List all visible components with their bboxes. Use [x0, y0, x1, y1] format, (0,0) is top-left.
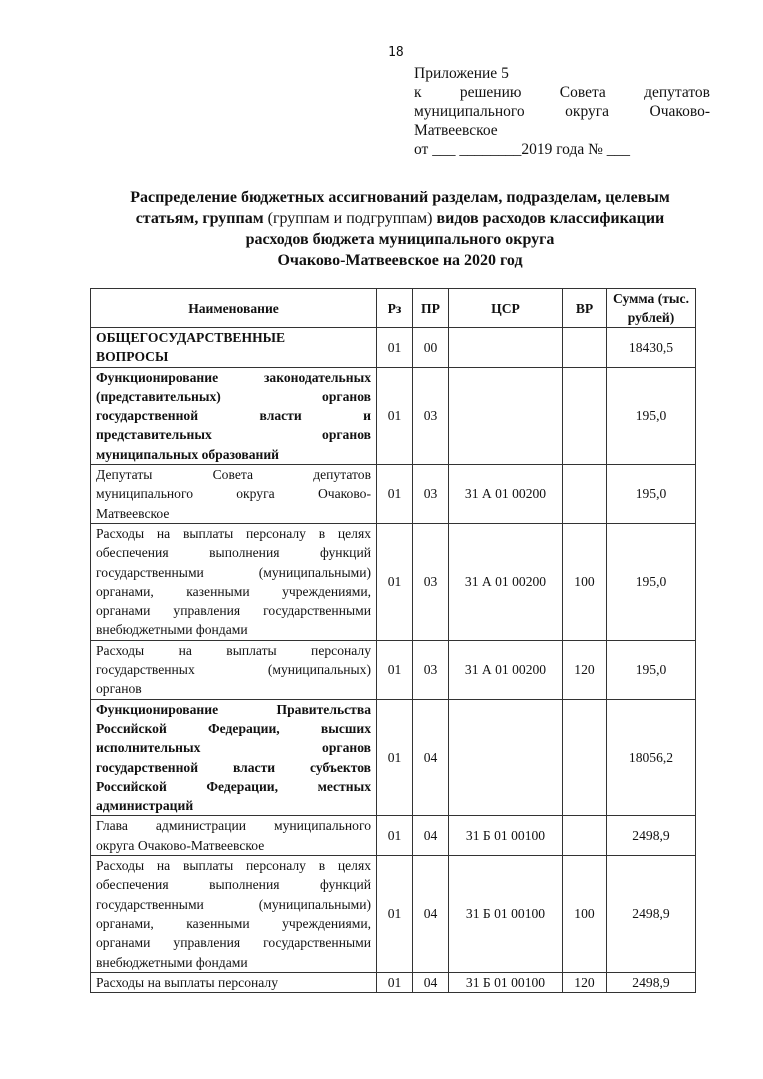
row-vr: 120: [563, 972, 607, 992]
row-name-line: (представительных) органов: [96, 388, 371, 404]
row-name: [91, 816, 377, 856]
row-vr: [563, 367, 607, 464]
table-header-row: [91, 289, 696, 328]
row-name-line: обеспечения выполнения функций: [96, 877, 371, 893]
row-name-line: округа Очаково-Матвеевское: [96, 837, 265, 853]
row-vr: [563, 465, 607, 524]
row-name-line: Депутаты Совета депутатов: [96, 467, 371, 483]
row-name-line: государственных (муниципальных): [96, 662, 371, 678]
title-part: статьям, группам: [135, 210, 264, 227]
row-csr: 31 Б 01 00100: [449, 972, 563, 992]
row-pr: 03: [413, 465, 449, 524]
row-name: [91, 856, 377, 973]
header-vr: ВР: [563, 289, 607, 328]
appendix-line: муниципального округа Очаково-: [414, 103, 710, 120]
row-vr: 100: [563, 856, 607, 973]
row-sum: 195,0: [607, 523, 696, 640]
table-row: [91, 972, 696, 992]
row-rz: 01: [377, 465, 413, 524]
row-name: [91, 367, 377, 464]
row-vr: [563, 816, 607, 856]
row-name-line: Расходы на выплаты персоналу: [96, 974, 278, 990]
title-part: видов расходов классификации: [436, 210, 665, 227]
row-name-line: Глава администрации муниципального: [96, 818, 371, 834]
row-sum: 195,0: [607, 465, 696, 524]
row-name-line: органами управления государственными: [96, 935, 371, 951]
row-pr: 03: [413, 640, 449, 699]
row-name-line: Функционирование Правительства: [96, 701, 371, 717]
row-csr: 31 Б 01 00100: [449, 856, 563, 973]
row-name-line: органами, казенными учреждениями,: [96, 583, 371, 599]
row-name-line: органов: [96, 681, 142, 697]
row-csr: [449, 328, 563, 368]
header-sum: Сумма (тыс. рублей): [607, 289, 696, 328]
row-name-line: Матвеевское: [96, 505, 170, 521]
row-name-line: представительных органов: [96, 427, 371, 443]
table-row: [91, 856, 696, 973]
row-csr: 31 Б 01 00100: [449, 816, 563, 856]
row-vr: 100: [563, 523, 607, 640]
row-name-line: ОБЩЕГОСУДАРСТВЕННЫЕ: [96, 330, 286, 345]
row-csr: 31 А 01 00200: [449, 523, 563, 640]
row-name: [91, 465, 377, 524]
row-csr: [449, 367, 563, 464]
table-row: [91, 328, 696, 368]
row-name-line: Расходы на выплаты персоналу в целях: [96, 525, 371, 541]
row-name-line: Функционирование законодательных: [96, 369, 371, 385]
row-name-line: муниципальных образований: [96, 446, 280, 462]
title-part-normal: (группам и подгруппам): [263, 210, 437, 227]
row-rz: 01: [377, 328, 413, 368]
header-name: Наименование: [91, 289, 377, 328]
header-rz: Рз: [377, 289, 413, 328]
row-name: [91, 640, 377, 699]
header-pr: ПР: [413, 289, 449, 328]
row-pr: 04: [413, 816, 449, 856]
row-name-line: исполнительных органов: [96, 740, 371, 756]
row-rz: 01: [377, 367, 413, 464]
budget-table: [90, 288, 696, 993]
row-csr: [449, 699, 563, 816]
row-name-line: Расходы на выплаты персоналу: [96, 642, 371, 658]
row-sum: 195,0: [607, 640, 696, 699]
table-row: [91, 465, 696, 524]
row-name-line: органами, казенными учреждениями,: [96, 915, 371, 931]
row-pr: 03: [413, 523, 449, 640]
row-name-line: Российской Федерации, высших: [96, 720, 371, 736]
row-name: [91, 972, 377, 992]
appendix-line: к решению Совета депутатов: [414, 84, 710, 101]
row-name-line: государственными (муниципальными): [96, 564, 371, 580]
row-name: [91, 699, 377, 816]
row-name: [91, 523, 377, 640]
row-pr: 04: [413, 972, 449, 992]
row-vr: [563, 328, 607, 368]
row-sum: 2498,9: [607, 972, 696, 992]
table-row: [91, 640, 696, 699]
title-line: расходов бюджета муниципального округа: [245, 231, 555, 248]
row-csr: 31 А 01 00200: [449, 640, 563, 699]
table-row: [91, 699, 696, 816]
row-pr: 04: [413, 856, 449, 973]
row-pr: 03: [413, 367, 449, 464]
row-rz: 01: [377, 972, 413, 992]
row-name: [91, 328, 377, 368]
row-rz: 01: [377, 816, 413, 856]
row-name-line: органами управления государственными: [96, 603, 371, 619]
row-name-line: внебюджетными фондами: [96, 622, 248, 638]
row-sum: 18430,5: [607, 328, 696, 368]
page-number: 18: [388, 45, 404, 60]
row-name-line: государственной власти субъектов: [96, 759, 371, 775]
row-name-line: Российской Федерации, местных: [96, 778, 371, 794]
row-rz: 01: [377, 856, 413, 973]
row-name-line: администраций: [96, 798, 194, 814]
row-rz: 01: [377, 699, 413, 816]
table-row: [91, 367, 696, 464]
row-name-line: Расходы на выплаты персоналу в целях: [96, 858, 371, 874]
row-sum: 18056,2: [607, 699, 696, 816]
header-csr: ЦСР: [449, 289, 563, 328]
row-name-line: государственной власти и: [96, 408, 371, 424]
row-name-line: обеспечения выполнения функций: [96, 545, 371, 561]
row-sum: 2498,9: [607, 816, 696, 856]
row-pr: 04: [413, 699, 449, 816]
title-line: [90, 208, 710, 229]
row-csr: 31 А 01 00200: [449, 465, 563, 524]
row-rz: 01: [377, 523, 413, 640]
row-pr: 00: [413, 328, 449, 368]
row-name-line: внебюджетными фондами: [96, 954, 248, 970]
row-sum: 2498,9: [607, 856, 696, 973]
title-line: Очаково-Матвеевское на 2020 год: [277, 252, 523, 269]
appendix-block: [414, 64, 710, 159]
row-vr: [563, 699, 607, 816]
row-name-line: государственными (муниципальными): [96, 896, 371, 912]
document-title: [90, 187, 710, 271]
table-body: [91, 328, 696, 993]
row-vr: 120: [563, 640, 607, 699]
table-row: [91, 523, 696, 640]
title-line: Распределение бюджетных ассигнований разделам, подразделам, целевым: [130, 189, 670, 206]
appendix-line: от ___ ________2019 года № ___: [414, 141, 631, 158]
row-rz: 01: [377, 640, 413, 699]
row-sum: 195,0: [607, 367, 696, 464]
row-name-line: ВОПРОСЫ: [96, 349, 169, 365]
appendix-line: Приложение 5: [414, 65, 509, 82]
table-row: [91, 816, 696, 856]
appendix-line: Матвеевское: [414, 122, 498, 139]
row-name-line: муниципального округа Очаково-: [96, 486, 371, 502]
